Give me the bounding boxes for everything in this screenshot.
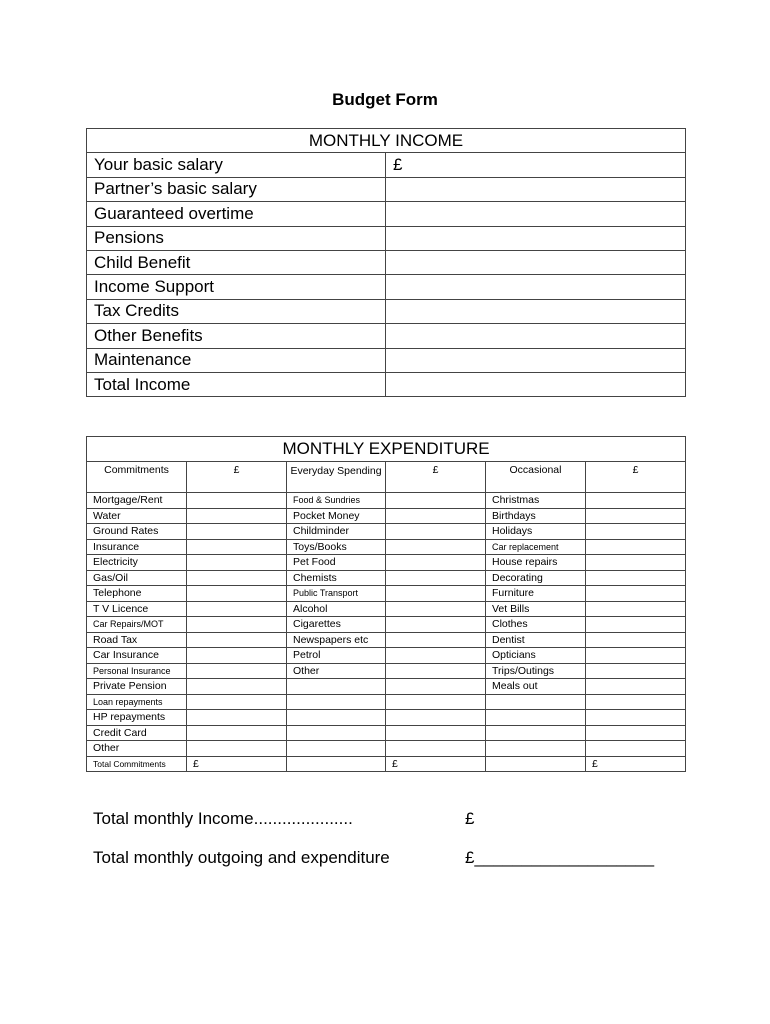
income-amount-field[interactable]: [386, 324, 686, 348]
expenditure-total-row: [87, 756, 686, 772]
commitment-amount-field[interactable]: [187, 663, 287, 679]
occasional-label: Dentist: [486, 632, 586, 648]
income-row-label: Pensions: [87, 226, 386, 250]
income-row-label: Income Support: [87, 275, 386, 299]
income-amount-field[interactable]: £: [386, 153, 686, 177]
commitment-label: Other: [87, 741, 187, 757]
everyday-label: Pet Food: [287, 555, 386, 571]
occasional-label: Car replacement: [486, 539, 586, 555]
expenditure-row: [87, 710, 686, 726]
everyday-label: [287, 679, 386, 695]
occasional-amount-field[interactable]: [586, 601, 686, 617]
expenditure-header: MONTHLY EXPENDITURE: [87, 437, 686, 462]
commitment-label: Insurance: [87, 539, 187, 555]
occasional-label: Clothes: [486, 617, 586, 633]
commitment-label: Car Repairs/MOT: [87, 617, 187, 633]
income-row-label: Partner’s basic salary: [87, 177, 386, 201]
everyday-label: [287, 694, 386, 710]
total-commitments-amount[interactable]: £: [187, 756, 287, 772]
expenditure-row: [87, 601, 686, 617]
commitment-amount-field[interactable]: [187, 617, 287, 633]
occasional-total-label: [486, 756, 586, 772]
occasional-amount-field[interactable]: [586, 710, 686, 726]
monthly-income-table: [86, 128, 686, 397]
income-amount-field[interactable]: [386, 226, 686, 250]
income-row: [87, 299, 686, 323]
expenditure-row: [87, 508, 686, 524]
everyday-label: Other: [287, 663, 386, 679]
occasional-label: [486, 725, 586, 741]
expenditure-row: [87, 617, 686, 633]
everyday-total-label: [287, 756, 386, 772]
income-row: [87, 226, 686, 250]
expenditure-row: [87, 570, 686, 586]
everyday-label: [287, 710, 386, 726]
income-row: [87, 372, 686, 396]
income-row: [87, 177, 686, 201]
expenditure-row: [87, 539, 686, 555]
everyday-amount-field[interactable]: [386, 586, 486, 602]
everyday-label: Cigarettes: [287, 617, 386, 633]
commitment-amount-field[interactable]: [187, 679, 287, 695]
occasional-label: Vet Bills: [486, 601, 586, 617]
expenditure-row: [87, 725, 686, 741]
income-row: [87, 202, 686, 226]
expenditure-row: [87, 632, 686, 648]
commitment-label: Water: [87, 508, 187, 524]
occasional-amount-header: £: [586, 462, 686, 493]
commitments-amount-header: £: [187, 462, 287, 493]
expenditure-row: [87, 493, 686, 509]
income-amount-field[interactable]: [386, 177, 686, 201]
everyday-label: Petrol: [287, 648, 386, 664]
commitment-label: Mortgage/Rent: [87, 493, 187, 509]
commitment-label: Gas/Oil: [87, 570, 187, 586]
everyday-amount-field[interactable]: [386, 570, 486, 586]
occasional-label: Opticians: [486, 648, 586, 664]
total-income-label: Total monthly Income.....................: [93, 809, 353, 828]
occasional-amount-field[interactable]: [586, 741, 686, 757]
commitment-amount-field[interactable]: [187, 524, 287, 540]
income-row-label: Total Income: [87, 372, 386, 396]
occasional-amount-field[interactable]: [586, 570, 686, 586]
income-row-label: Guaranteed overtime: [87, 202, 386, 226]
everyday-amount-field[interactable]: [386, 508, 486, 524]
total-occasional-amount[interactable]: £: [586, 756, 686, 772]
occasional-label: Decorating: [486, 570, 586, 586]
occasional-amount-field[interactable]: [586, 586, 686, 602]
income-row-label: Child Benefit: [87, 250, 386, 274]
occasional-amount-field[interactable]: [586, 679, 686, 695]
everyday-amount-field[interactable]: [386, 725, 486, 741]
occasional-amount-field[interactable]: [586, 632, 686, 648]
occasional-amount-field[interactable]: [586, 663, 686, 679]
commitment-amount-field[interactable]: [187, 694, 287, 710]
commitment-amount-field[interactable]: [187, 632, 287, 648]
income-amount-field[interactable]: [386, 275, 686, 299]
income-header: MONTHLY INCOME: [87, 129, 686, 153]
income-row: [87, 153, 686, 177]
everyday-amount-field[interactable]: [386, 632, 486, 648]
occasional-column-header: Occasional: [486, 462, 586, 493]
commitment-amount-field[interactable]: [187, 586, 287, 602]
income-row-label: Other Benefits: [87, 324, 386, 348]
expenditure-row: [87, 524, 686, 540]
commitment-amount-field[interactable]: [187, 508, 287, 524]
income-amount-field[interactable]: [386, 348, 686, 372]
everyday-label: Food & Sundries: [287, 493, 386, 509]
occasional-label: Meals out: [486, 679, 586, 695]
occasional-label: Birthdays: [486, 508, 586, 524]
occasional-amount-field[interactable]: [586, 617, 686, 633]
income-row-label: Tax Credits: [87, 299, 386, 323]
income-row: [87, 250, 686, 274]
income-row: [87, 275, 686, 299]
commitment-label: Personal Insurance: [87, 663, 187, 679]
occasional-amount-field[interactable]: [586, 539, 686, 555]
page-title: Budget Form: [332, 90, 438, 109]
commitment-label: Electricity: [87, 555, 187, 571]
occasional-label: [486, 710, 586, 726]
commitment-label: Loan repayments: [87, 694, 187, 710]
everyday-label: Newspapers etc: [287, 632, 386, 648]
commitment-amount-field[interactable]: [187, 555, 287, 571]
everyday-label: Childminder: [287, 524, 386, 540]
everyday-label: Alcohol: [287, 601, 386, 617]
expenditure-row: [87, 555, 686, 571]
everyday-amount-field[interactable]: [386, 741, 486, 757]
total-commitments-label: Total Commitments: [87, 756, 187, 772]
everyday-amount-field[interactable]: [386, 555, 486, 571]
total-income-value: £: [465, 809, 475, 828]
expenditure-row: [87, 586, 686, 602]
occasional-label: Furniture: [486, 586, 586, 602]
commitment-amount-field[interactable]: [187, 725, 287, 741]
income-amount-field[interactable]: [386, 372, 686, 396]
occasional-label: House repairs: [486, 555, 586, 571]
occasional-label: Holidays: [486, 524, 586, 540]
occasional-amount-field[interactable]: [586, 648, 686, 664]
commitment-amount-field[interactable]: [187, 570, 287, 586]
expenditure-row: [87, 663, 686, 679]
occasional-amount-field[interactable]: [586, 725, 686, 741]
occasional-label: Trips/Outings: [486, 663, 586, 679]
expenditure-row: [87, 648, 686, 664]
commitment-amount-field[interactable]: [187, 539, 287, 555]
everyday-column-header: Everyday Spending: [287, 462, 386, 493]
expenditure-row: [87, 679, 686, 695]
income-row: [87, 324, 686, 348]
commitment-amount-field[interactable]: [187, 741, 287, 757]
everyday-amount-field[interactable]: [386, 601, 486, 617]
commitment-label: Credit Card: [87, 725, 187, 741]
income-row: [87, 348, 686, 372]
occasional-label: Christmas: [486, 493, 586, 509]
everyday-amount-field[interactable]: [386, 493, 486, 509]
commitment-amount-field[interactable]: [187, 648, 287, 664]
everyday-label: Toys/Books: [287, 539, 386, 555]
commitments-column-header: Commitments: [87, 462, 187, 493]
occasional-label: [486, 741, 586, 757]
occasional-amount-field[interactable]: [586, 493, 686, 509]
commitment-label: Ground Rates: [87, 524, 187, 540]
commitment-amount-field[interactable]: [187, 493, 287, 509]
everyday-label: [287, 725, 386, 741]
commitment-label: Car Insurance: [87, 648, 187, 664]
income-row-label: Maintenance: [87, 348, 386, 372]
everyday-label: Pocket Money: [287, 508, 386, 524]
everyday-amount-field[interactable]: [386, 679, 486, 695]
total-everyday-amount[interactable]: £: [386, 756, 486, 772]
everyday-amount-field[interactable]: [386, 648, 486, 664]
commitment-label: Telephone: [87, 586, 187, 602]
occasional-label: [486, 694, 586, 710]
income-amount-field[interactable]: [386, 202, 686, 226]
commitment-label: T V Licence: [87, 601, 187, 617]
occasional-amount-field[interactable]: [586, 508, 686, 524]
commitment-label: HP repayments: [87, 710, 187, 726]
everyday-amount-header: £: [386, 462, 486, 493]
income-row-label: Your basic salary: [87, 153, 386, 177]
occasional-amount-field[interactable]: [586, 555, 686, 571]
total-outgoing-value: £___________________: [465, 848, 655, 867]
income-amount-field[interactable]: [386, 250, 686, 274]
everyday-label: Chemists: [287, 570, 386, 586]
commitment-label: Road Tax: [87, 632, 187, 648]
everyday-amount-field[interactable]: [386, 694, 486, 710]
everyday-amount-field[interactable]: [386, 539, 486, 555]
expenditure-row: [87, 694, 686, 710]
everyday-amount-field[interactable]: [386, 524, 486, 540]
everyday-amount-field[interactable]: [386, 663, 486, 679]
everyday-label: [287, 741, 386, 757]
commitment-amount-field[interactable]: [187, 601, 287, 617]
commitment-amount-field[interactable]: [187, 710, 287, 726]
everyday-amount-field[interactable]: [386, 710, 486, 726]
everyday-label: Public Transport: [287, 586, 386, 602]
commitment-label: Private Pension: [87, 679, 187, 695]
monthly-expenditure-table: [86, 436, 686, 772]
total-outgoing-label: Total monthly outgoing and expenditure: [93, 848, 390, 867]
occasional-amount-field[interactable]: [586, 694, 686, 710]
income-amount-field[interactable]: [386, 299, 686, 323]
expenditure-row: [87, 741, 686, 757]
everyday-amount-field[interactable]: [386, 617, 486, 633]
occasional-amount-field[interactable]: [586, 524, 686, 540]
